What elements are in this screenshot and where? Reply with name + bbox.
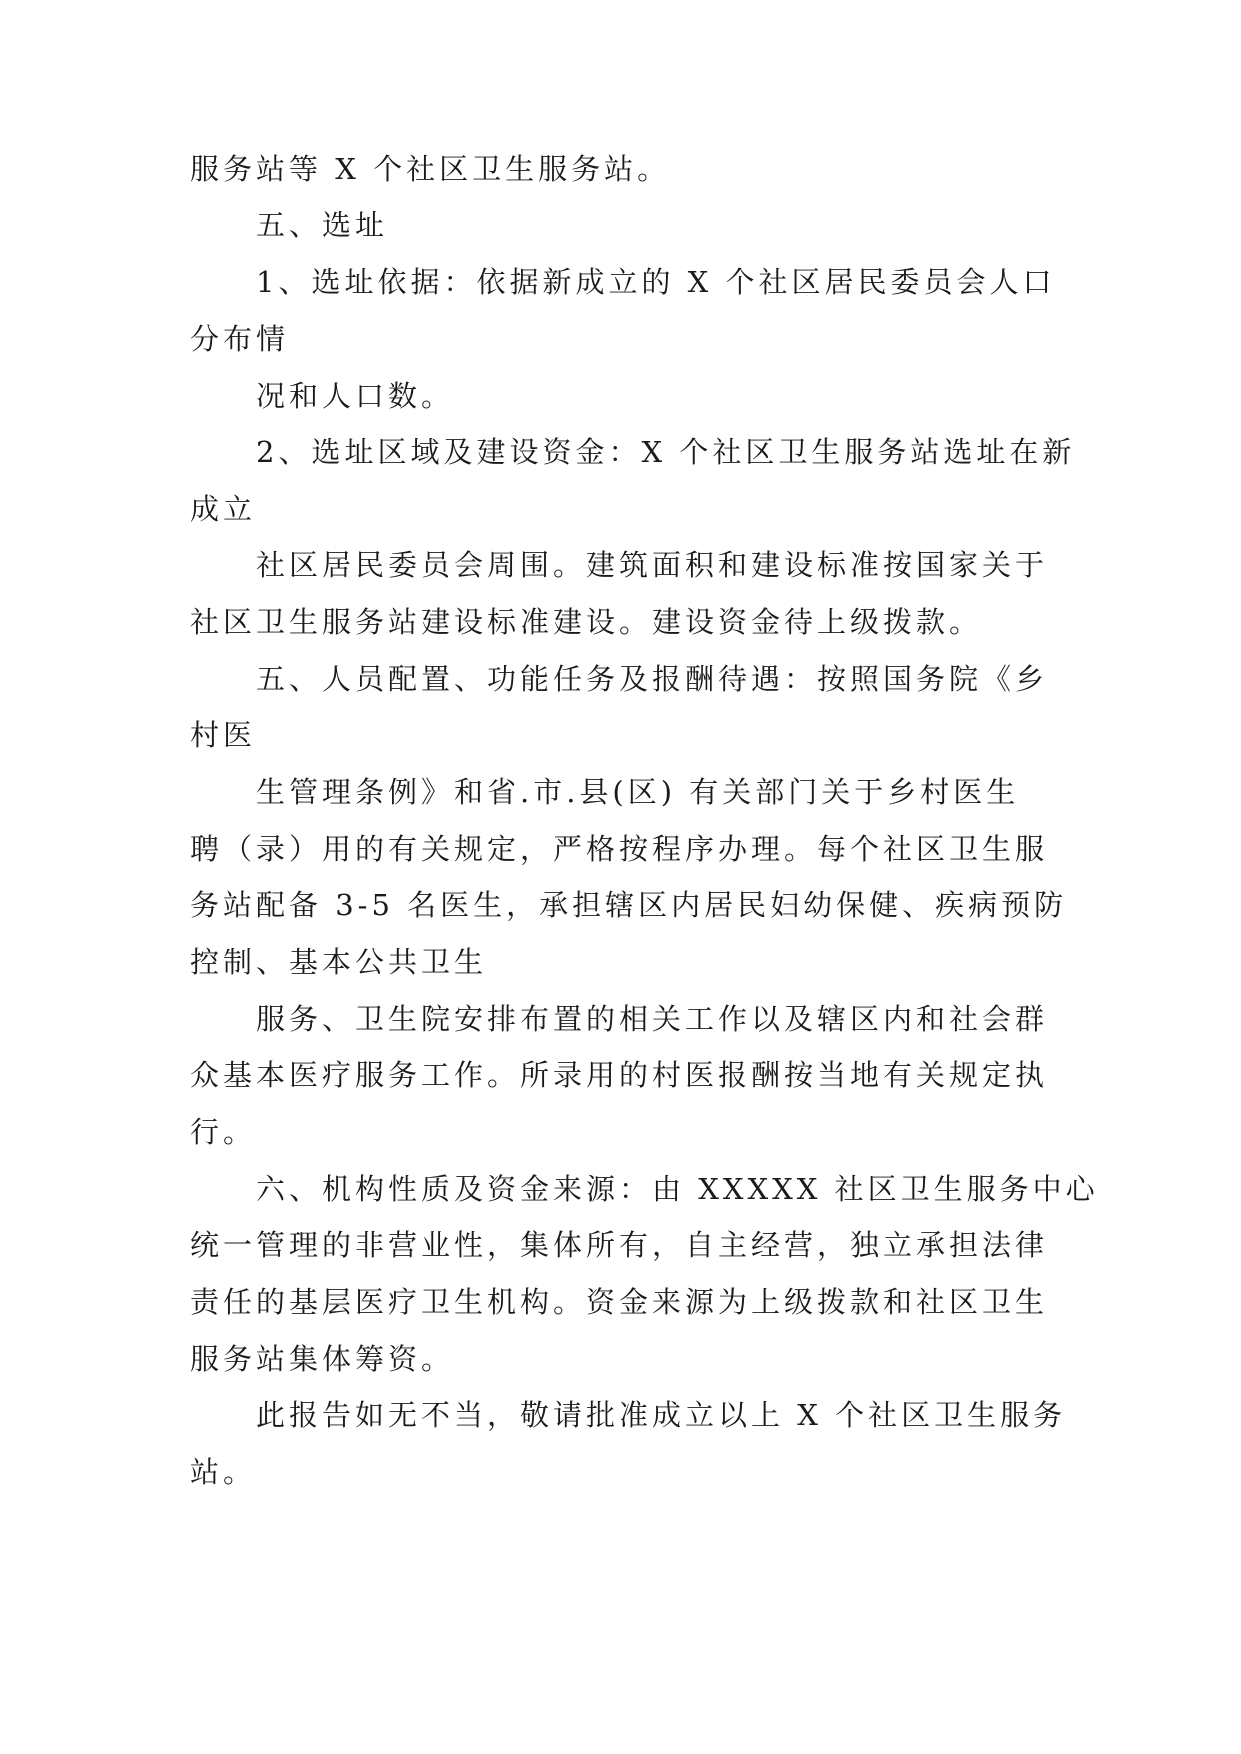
text-line: 村医 [190, 718, 257, 752]
text-line: 成立 [190, 492, 257, 526]
text-line: 行。 [190, 1115, 257, 1149]
text-line: 众基本医疗服务工作。所录用的村医报酬按当地有关规定执 [190, 1058, 1049, 1092]
text-line: 责任的基层医疗卫生机构。资金来源为上级拨款和社区卫生 [190, 1285, 1049, 1319]
text-line: 1、选址依据：依据新成立的 X 个社区居民委员会人口 [256, 265, 1056, 299]
text-line: 服务站等 X 个社区卫生服务站。 [190, 152, 671, 186]
section-heading: 五、选址 [256, 208, 389, 242]
text-line: 务站配备 3-5 名医生，承担辖区内居民妇幼保健、疾病预防 [190, 888, 1068, 922]
text-line: 站。 [190, 1455, 257, 1489]
text-line: 服务、卫生院安排布置的相关工作以及辖区内和社会群 [256, 1002, 1049, 1036]
text-line: 社区居民委员会周围。建筑面积和建设标准按国家关于 [256, 548, 1049, 582]
text-line: 生管理条例》和省.市.县(区) 有关部门关于乡村医生 [256, 775, 1020, 809]
text-line: 2、选址区域及建设资金：X 个社区卫生服务站选址在新 [256, 435, 1076, 469]
text-line: 此报告如无不当，敬请批准成立以上 X 个社区卫生服务 [256, 1398, 1067, 1432]
text-line: 统一管理的非营业性，集体所有，自主经营，独立承担法律 [190, 1228, 1049, 1262]
text-line: 分布情 [190, 322, 290, 356]
text-line: 控制、基本公共卫生 [190, 945, 488, 979]
text-line: 社区卫生服务站建设标准建设。建设资金待上级拨款。 [190, 605, 983, 639]
section-heading: 五、人员配置、功能任务及报酬待遇：按照国务院《乡 [256, 662, 1049, 696]
text-line: 况和人口数。 [256, 379, 455, 413]
text-line: 聘（录）用的有关规定，严格按程序办理。每个社区卫生服 [190, 832, 1049, 866]
section-heading: 六、机构性质及资金来源：由 XXXXX 社区卫生服务中心 [256, 1172, 1099, 1206]
text-line: 服务站集体筹资。 [190, 1342, 455, 1376]
